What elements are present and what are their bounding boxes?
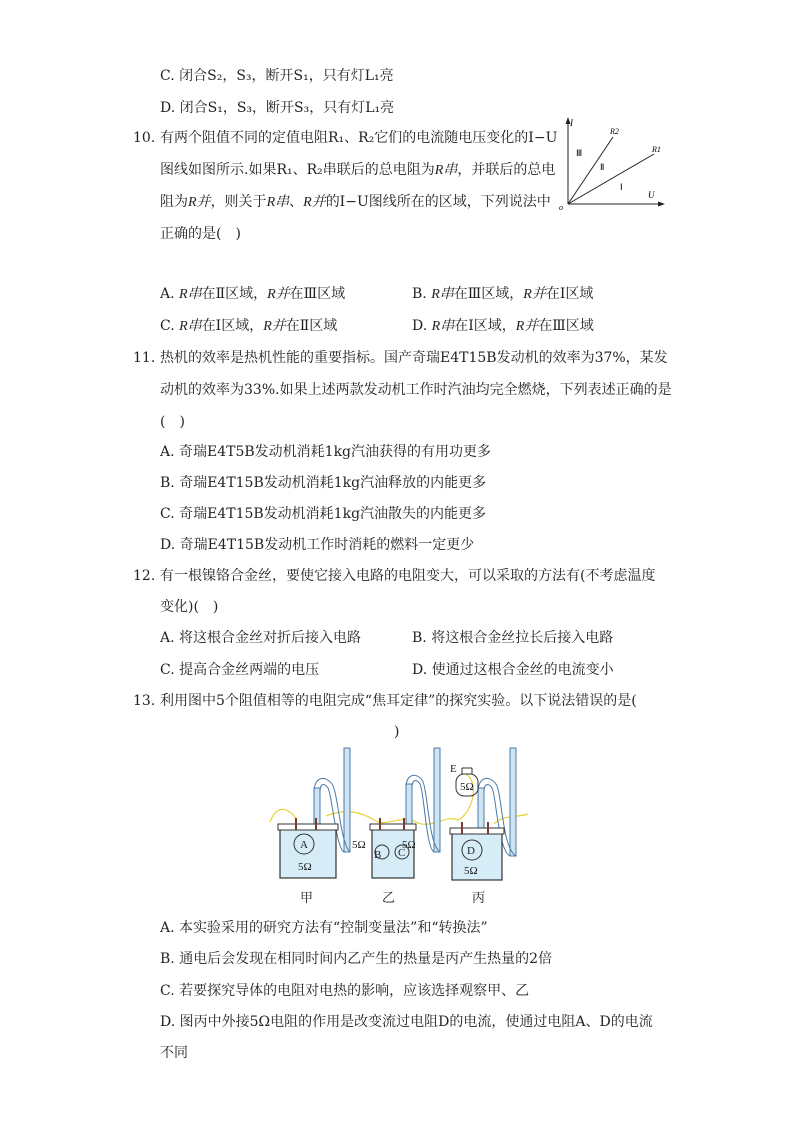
label-d: D bbox=[467, 845, 475, 857]
iu-graph bbox=[558, 112, 668, 212]
q10-stem-line1: 有两个阻值不同的定值电阻R₁、R₂它们的电流随电压变化的I−U bbox=[160, 130, 558, 146]
q11-option-c: C. 奇瑞E4T15B发动机消耗1kg汽油散失的内能更多 bbox=[160, 506, 487, 522]
q9-option-c: C. 闭合S₂，S₃，断开S₁，只有灯L₁亮 bbox=[160, 68, 394, 84]
q11-stem-line3: ( ) bbox=[160, 414, 185, 430]
q10-option-d: D. R串在Ⅰ区域，R并在Ⅲ区域 bbox=[412, 318, 594, 334]
q12-number: 12. bbox=[133, 568, 156, 584]
q12-option-b: B. 将这根合金丝拉长后接入电路 bbox=[412, 630, 614, 646]
q9-option-d: D. 闭合S₁，S₃，断开S₃，只有灯L₁亮 bbox=[160, 100, 395, 116]
region-3-label: Ⅲ bbox=[576, 148, 583, 158]
axis-u-label: U bbox=[648, 190, 655, 200]
region-1-label: Ⅰ bbox=[620, 182, 623, 192]
q10-number: 10. bbox=[133, 130, 156, 146]
q12-stem-line2: 变化)( ) bbox=[160, 599, 219, 615]
label-a: A bbox=[300, 839, 308, 851]
r2-label: R2 bbox=[610, 127, 619, 136]
caption-yi: 乙 bbox=[382, 890, 396, 905]
label-e-ohm: 5Ω bbox=[460, 781, 474, 793]
r1-label: R1 bbox=[652, 145, 661, 154]
q12-option-a: A. 将这根合金丝对折后接入电路 bbox=[160, 630, 362, 646]
label-d-ohm: 5Ω bbox=[464, 865, 478, 877]
q12-stem-line1: 有一根镍铬合金丝，要使它接入电路的电阻变大，可以采取的方法有(不考虑温度 bbox=[160, 568, 656, 584]
q10-option-b: B. R串在Ⅲ区域，R并在Ⅰ区域 bbox=[412, 286, 594, 302]
axis-i-label: I bbox=[570, 118, 573, 128]
q10-option-c: C. R串在Ⅰ区域，R并在Ⅱ区域 bbox=[160, 318, 338, 334]
q13-option-d-line2: 不同 bbox=[160, 1045, 188, 1061]
q13-option-a: A. 本实验采用的研究方法有“控制变量法”和“转换法” bbox=[160, 920, 488, 936]
r1-line bbox=[568, 154, 654, 204]
q13-number: 13. bbox=[133, 693, 156, 709]
caption-jia: 甲 bbox=[300, 890, 314, 905]
q12-option-d: D. 使通过这根合金丝的电流变小 bbox=[412, 662, 614, 678]
q10-stem-line4: 正确的是( ) bbox=[160, 226, 241, 242]
q10-stem-line3: 阻为R并，则关于R串、R并的I−U图线所在的区域，下列说法中 bbox=[160, 194, 551, 210]
caption-bing: 丙 bbox=[472, 890, 486, 905]
label-c-ohm: 5Ω bbox=[402, 839, 416, 851]
label-b: B bbox=[374, 849, 382, 861]
q13-option-c: C. 若要探究导体的电阻对电热的影响，应该选择观察甲、乙 bbox=[160, 983, 530, 999]
origin-label: o bbox=[559, 203, 563, 212]
q11-option-b: B. 奇瑞E4T15B发动机消耗1kg汽油释放的内能更多 bbox=[160, 475, 487, 491]
q11-stem-line1: 热机的效率是热机性能的重要指标。国产奇瑞E4T15B发动机的效率为37%，某发 bbox=[160, 350, 668, 366]
q12-option-c: C. 提高合金丝两端的电压 bbox=[160, 662, 320, 678]
label-a-ohm: 5Ω bbox=[298, 861, 312, 873]
label-c: C bbox=[398, 847, 406, 859]
q11-stem-line2: 动机的效率为33%.如果上述两款发动机工作时汽油均完全燃烧，下列表述正确的是 bbox=[160, 382, 672, 398]
q10-stem-line2: 图线如图所示.如果R₁、R₂串联后的总电阻为R串，并联后的总电 bbox=[160, 162, 556, 178]
q13-stem-line1: 利用图中5个阻值相等的电阻完成“焦耳定律”的探究实验。以下说法错误的是( bbox=[160, 693, 637, 709]
joule-experiment-figure bbox=[266, 744, 536, 910]
q13-option-b: B. 通电后会发现在相同时间内乙产生的热量是丙产生热量的2倍 bbox=[160, 951, 553, 967]
q11-option-a: A. 奇瑞E4T5B发动机消耗1kg汽油获得的有用功更多 bbox=[160, 444, 492, 460]
r2-line bbox=[568, 137, 613, 204]
q11-option-d: D. 奇瑞E4T15B发动机工作时消耗的燃料一定更少 bbox=[160, 537, 475, 553]
r-series-symbol: R串 bbox=[434, 163, 458, 178]
q13-stem-line2: ) bbox=[394, 724, 400, 740]
q10-option-a: A. R串在Ⅱ区域，R并在Ⅲ区域 bbox=[160, 286, 346, 302]
region-2-label: Ⅱ bbox=[600, 162, 605, 172]
q13-option-d-line1: D. 图丙中外接5Ω电阻的作用是改变流过电阻D的电流，使通过电阻A、D的电流 bbox=[160, 1014, 653, 1030]
label-b-ohm: 5Ω bbox=[352, 839, 366, 851]
q11-number: 11. bbox=[133, 350, 156, 366]
label-e: E bbox=[450, 763, 457, 775]
